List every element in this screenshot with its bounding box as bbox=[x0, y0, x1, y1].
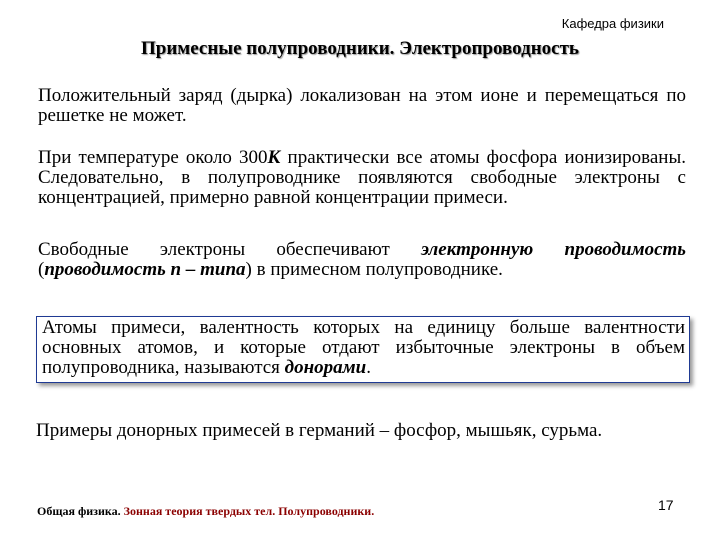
term-donors: донорами bbox=[284, 357, 367, 378]
footer-course: Общая физика. bbox=[37, 504, 121, 518]
kelvin-unit: К bbox=[267, 147, 281, 168]
paragraph-phosphorus-ionization bbox=[38, 148, 686, 208]
p3-text-end: ) в примесном полупроводнике. bbox=[245, 259, 503, 280]
paragraph-hole-localization: Положительный заряд (дырка) локализован на этом ионе и перемещаться по решетке не может. bbox=[38, 85, 686, 126]
department-label: Кафедра физики bbox=[561, 16, 664, 31]
p4-text-end: . bbox=[366, 357, 371, 378]
p3-text-start: Свободные электроны обеспечивают bbox=[38, 239, 422, 260]
page-number: 17 bbox=[658, 497, 674, 513]
footer-caption bbox=[37, 504, 374, 519]
paragraph-donor-examples: Примеры донорных примесей в германий – фосфор, мышьяк, сурьма. bbox=[36, 420, 603, 441]
term-n-type-conductivity: проводимость n – типа bbox=[44, 259, 246, 280]
paragraph-electron-conductivity bbox=[38, 240, 686, 280]
p4-text-start: Атомы примеси, валентность которых на единицу больше валентности основных атомов, и которые отдают избыточные электроны в объем полупроводника, называются bbox=[42, 317, 685, 378]
term-electron-conductivity: электронную проводимость bbox=[421, 239, 686, 260]
slide-title: Примесные полупроводники. Электропроводность bbox=[141, 38, 579, 59]
footer-topic: Зонная теория твердых тел. Полупроводники. bbox=[120, 504, 375, 518]
donor-definition-box bbox=[36, 316, 690, 383]
p3-text-mid: ( bbox=[38, 259, 45, 280]
p2-text-end: практически все атомы фосфора ионизированы. Следовательно, в полупроводнике появляются свободные электроны с концентрацией, примерно равной концентрации примеси. bbox=[38, 147, 686, 208]
p2-text-start: При температуре около 300 bbox=[38, 147, 268, 168]
